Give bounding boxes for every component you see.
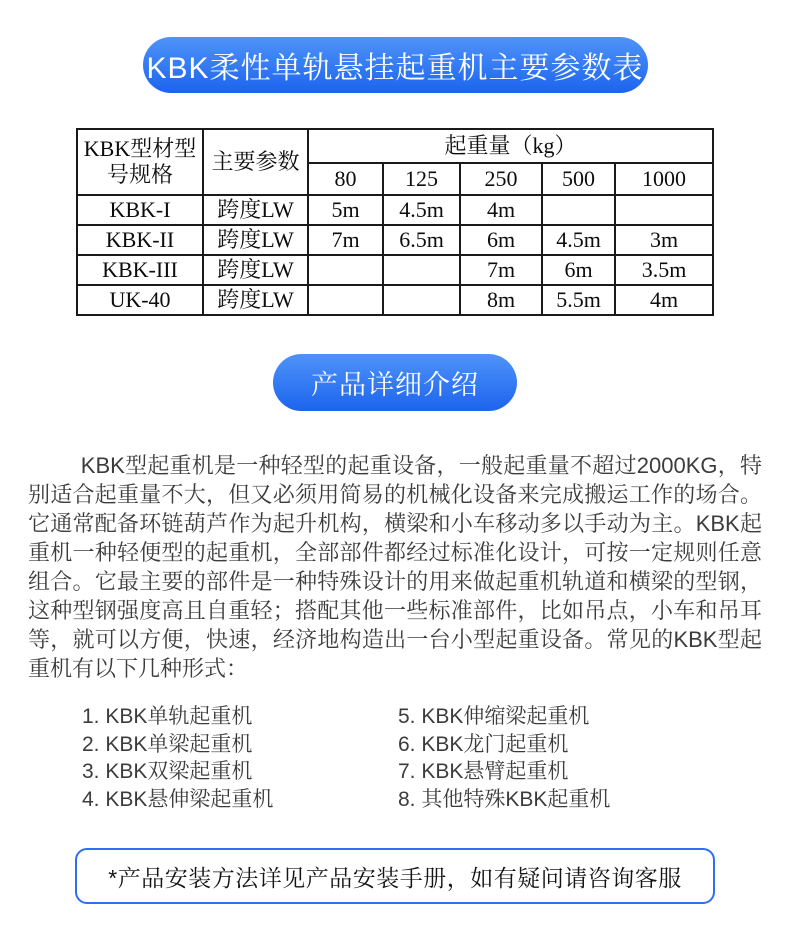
param-cell: 跨度LW [203, 285, 308, 315]
product-intro-paragraph: KBK型起重机是一种轻型的起重设备，一般起重量不超过2000KG，特别适合起重量不大，但又必须用简易的机械化设备来完成搬运工作的场合。它通常配备环链葫芦作为起升机构，横梁和小车移动多以手动为主。KBK起重机一种轻便型的起重机，全部部件都经过标准化设计，可按一定规则任意组合。它最主要的部件是一种特殊设计的用来做起重机轨道和横梁的型钢，这种型钢强度高且自重轻；搭配其他一些标准部件，比如吊点，小车和吊耳等，就可以方便，快速，经济地构造出一台小型起重设备。常见的KBK型起重机有以下几种形式： [28, 453, 762, 681]
product-detail-section-button[interactable] [273, 354, 517, 411]
model-cell: KBK-I [77, 195, 203, 225]
installation-note-box [75, 848, 715, 904]
list-item: 2. KBK单梁起重机 [82, 732, 253, 756]
value-cell: 5m [308, 195, 383, 225]
list-item: 4. KBK悬伸梁起重机 [82, 787, 274, 811]
value-cell: 4.5m [383, 195, 460, 225]
value-cell: 8m [460, 285, 542, 315]
header-model-spec: KBK型材型号规格 [77, 129, 203, 195]
value-cell: 7m [460, 255, 542, 285]
table-row-kbk2 [77, 225, 713, 255]
table-row-kbk3 [77, 255, 713, 285]
list-item: 7. KBK悬臂起重机 [398, 760, 569, 783]
crane-type-list-right [398, 703, 790, 813]
installation-note-text: *产品安装方法详见产品安装手册，如有疑问请咨询客服 [108, 864, 682, 891]
value-cell: 6m [542, 255, 615, 285]
model-cell: UK-40 [77, 285, 203, 315]
value-cell [615, 195, 713, 225]
header-capacity-500: 500 [542, 163, 615, 195]
list-item: 1. KBK单轨起重机 [82, 705, 253, 728]
value-cell [383, 255, 460, 285]
value-cell: 3.5m [615, 255, 713, 285]
value-cell: 3m [615, 225, 713, 255]
product-detail-section-label: 产品详细介绍 [311, 370, 479, 400]
header-capacity-80: 80 [308, 163, 383, 195]
header-capacity: 起重量（kg） [308, 129, 713, 163]
value-cell: 4.5m [542, 225, 615, 255]
value-cell [542, 195, 615, 225]
parameters-table [76, 128, 714, 316]
header-main-param: 主要参数 [203, 129, 308, 195]
header-capacity-1000: 1000 [615, 163, 713, 195]
value-cell [308, 285, 383, 315]
value-cell: 6.5m [383, 225, 460, 255]
value-cell [383, 285, 460, 315]
model-cell: KBK-II [77, 225, 203, 255]
model-cell: KBK-III [77, 255, 203, 285]
list-item: 6. KBK龙门起重机 [398, 732, 569, 756]
table-row-kbk1 [77, 195, 713, 225]
param-cell: 跨度LW [203, 225, 308, 255]
list-item: 5. KBK伸缩梁起重机 [398, 705, 590, 728]
header-capacity-125: 125 [383, 163, 460, 195]
value-cell: 4m [460, 195, 542, 225]
value-cell: 6m [460, 225, 542, 255]
value-cell [308, 255, 383, 285]
value-cell: 4m [615, 285, 713, 315]
list-item: 3. KBK双梁起重机 [82, 760, 253, 783]
header-capacity-250: 250 [460, 163, 542, 195]
table-row-uk40 [77, 285, 713, 315]
main-title-banner [143, 37, 648, 93]
param-cell: 跨度LW [203, 195, 308, 225]
main-title: KBK柔性单轨悬挂起重机主要参数表 [146, 52, 644, 85]
crane-type-list-left [82, 703, 398, 813]
param-cell: 跨度LW [203, 255, 308, 285]
value-cell: 7m [308, 225, 383, 255]
value-cell: 5.5m [542, 285, 615, 315]
crane-type-list [82, 703, 790, 813]
list-item: 8. 其他特殊KBK起重机 [398, 787, 611, 811]
